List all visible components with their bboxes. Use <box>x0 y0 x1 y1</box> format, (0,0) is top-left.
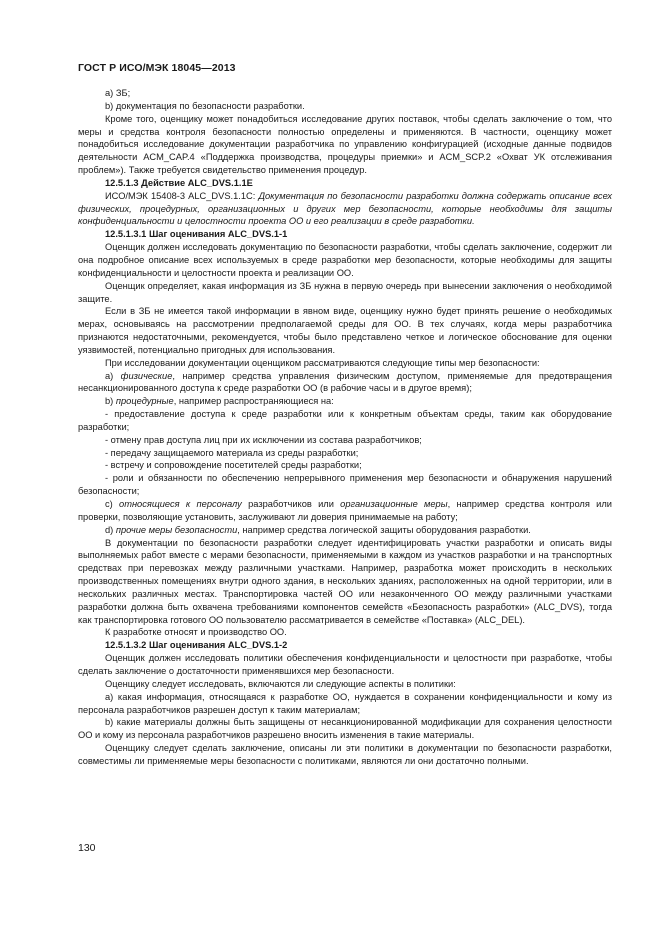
paragraph: Оценщику следует исследовать, включаются ли следующие аспекты в политики: <box>105 678 456 689</box>
list-item: - встречу и сопровождение посетителей среды разработки; <box>105 460 362 471</box>
list-item: - передачу защищаемого материала из среды разработки; <box>105 447 359 458</box>
step-heading: 12.5.1.3.2 Шаг оценивания ALC_DVS.1-2 <box>105 640 288 651</box>
paragraph: Оценщик должен исследовать документацию по безопасности разработки, чтобы сделать заключение, содержит ли она подробное описание всех используемых в среде разработки мер безопасности, которые необходимы для защиты конфиденциальности и целостности проекта и реализации ОО. <box>78 242 612 278</box>
paragraph: Если в ЗБ не имеется такой информации в явном виде, оценщику нужно будет принять решение о необходимых мерах, основываясь на рассмотрении предполагаемой среды для ОО. В тех случаях, когда меры разработчика признаются недостаточными, рекомендуется, чтобы было представлено четкое и логическое обоснование для оценки уязвимостей, потенциально пригодных для использования. <box>78 306 612 355</box>
paragraph: В документации по безопасности разработки следует идентифицировать участки разработки и описать виды выполняемых работ вместе с мерами безопасности, применяемыми в каждом из участков разработки и на транспортных средствах при перевозках между различными участками. Например, разработка может происходить в нескольких производственных помещениях внутри одного здания, в нескольких зданиях, расположенных на одной территории, или в нескольких различных местах. Транспортировка частей ОО или незаконченного ОО между различными участками разработки должна быть охвачена требованиями компонентов семейств «Безопасность разработки» (ALC_DVS), тогда как транспортировка готового ОО пользователю рассматривается в семействе «Поставка» (ALC_DEL). <box>78 537 612 625</box>
list-item: a) какая информация, относящаяся к разработке ОО, нуждается в сохранении конфиденциальности и кому из персонала разработчиков разрешен доступ к таким материалам; <box>78 691 612 715</box>
paragraph: Оценщик определяет, какая информация из ЗБ нужна в первую очередь при вынесении заключения о необходимой защите. <box>78 280 612 304</box>
list-item: b) какие материалы должны быть защищены от несанкционированной модификации для сохранения целостности ОО и кому из персонала разработчиков разрешено вносить изменения в такие материалы. <box>78 717 612 741</box>
document-header: ГОСТ Р ИСО/МЭК 18045—2013 <box>78 62 236 74</box>
list-item: - роли и обязанности по обеспечению непрерывного применения мер безопасности и обнаружения нарушений безопасности; <box>78 473 612 497</box>
list-item: - отмену прав доступа лиц при их исключении из состава разработчиков; <box>105 434 422 445</box>
list-item: c) относящиеся к персоналу разработчиков или организационные меры, например средства контроля или проверки, позволяющие установить, заслуживают ли доверия принимаемые на работу; <box>78 499 612 522</box>
document-body <box>78 87 612 768</box>
requirement-paragraph <box>78 190 612 229</box>
paragraph: При исследовании документации оценщиком рассматриваются следующие типы мер безопасности: <box>105 357 540 368</box>
page-number: 130 <box>78 842 96 854</box>
step-heading: 12.5.1.3.1 Шаг оценивания ALC_DVS.1-1 <box>105 229 288 240</box>
requirement-text: Документация по безопасности разработки должна содержать описание всех физических, процедурных, организационных и других мер безопасности, которые необходимы для защиты конфиденциальности и целостности проекта ОО и его реализации в среде разработки. <box>78 190 612 227</box>
list-item: - предоставление доступа к среде разработки или к конкретным объектам среды, таким как оборудование разработки; <box>78 409 612 432</box>
requirement-ref: ИСО/МЭК 15408-3 ALC_DVS.1.1C: <box>105 190 259 201</box>
list-item: a) физические, например средства управления физическим доступом, применяемые для предотвращения несанкционированного доступа к среде разработки ОО (в рабочие часы и в другое время); <box>78 370 612 394</box>
list-item: b) документация по безопасности разработки. <box>105 100 305 111</box>
list-item: a) ЗБ; <box>105 88 131 98</box>
section-heading: 12.5.1.3 Действие ALC_DVS.1.1E <box>105 177 253 188</box>
paragraph: Кроме того, оценщику может понадобиться исследование других поставок, чтобы сделать заключение о том, что меры и средства контроля безопасности полностью определены и применяются. В частности, оценщику может понадобиться исследование документации разработчика по управлению конфигурацией (исходные данные подвидов деятельности ACM_CAP.4 «Поддержка производства, процедуры приемки» и ACM_SCP.2 «Охват УК отслеживания проблем»). Также требуется свидетельство применения процедур. <box>78 113 612 176</box>
paragraph: К разработке относят и производство ОО. <box>105 627 287 638</box>
paragraph: Оценщик должен исследовать политики обеспечения конфиденциальности и целостности при разработке, чтобы сделать заключение о достаточности применявшихся мер безопасности. <box>78 653 612 676</box>
list-item: d) прочие меры безопасности, например средства логической защиты оборудования разработки. <box>105 524 531 535</box>
list-item: b) процедурные, например распространяющиеся на: <box>105 396 334 407</box>
paragraph: Оценщику следует сделать заключение, описаны ли эти политики в документации по безопасности разработки, совместимы ли применяемые меры безопасности с политиками, являются ли они достаточно полными. <box>78 743 612 766</box>
